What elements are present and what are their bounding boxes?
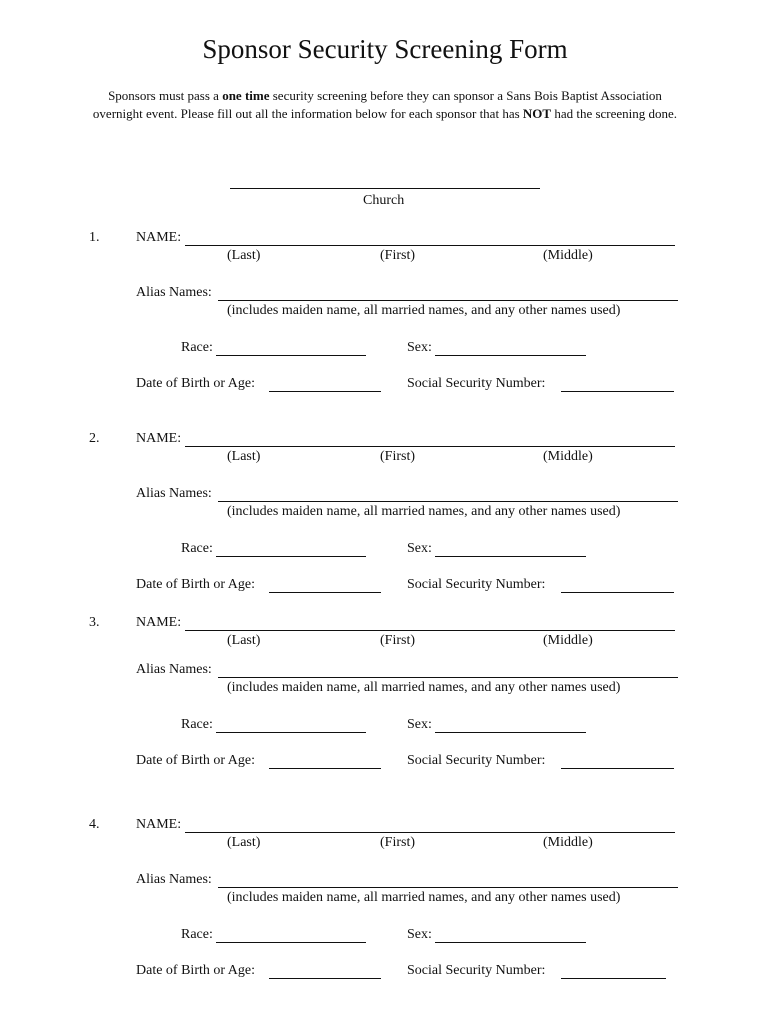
sponsor-number: 2.: [89, 431, 100, 446]
sex-field[interactable]: [435, 942, 586, 943]
race-label: Race:: [181, 717, 213, 732]
dob-label: Date of Birth or Age:: [136, 753, 255, 768]
last-name-caption: (Last): [227, 835, 261, 850]
alias-note: (includes maiden name, all married names, and any other names used): [227, 303, 621, 318]
name-label: NAME:: [136, 230, 182, 245]
church-label: Church: [363, 193, 405, 208]
name-field[interactable]: [185, 245, 675, 246]
sex-label: Sex:: [407, 717, 432, 732]
last-name-caption: (Last): [227, 449, 261, 464]
sex-label: Sex:: [407, 541, 432, 556]
middle-name-caption: (Middle): [543, 449, 593, 464]
sex-field[interactable]: [435, 732, 586, 733]
alias-label: Alias Names:: [136, 285, 212, 300]
form-instructions: Sponsors must pass a one time security screening before they can sponsor a Sans Bois Baptist Association overnight event. Please fill out all the information below for each sponsor that has NOT had the screening done.: [92, 88, 678, 121]
race-field[interactable]: [216, 355, 366, 356]
name-field[interactable]: [185, 446, 675, 447]
ssn-label: Social Security Number:: [407, 963, 546, 978]
dob-field[interactable]: [269, 978, 381, 979]
ssn-field[interactable]: [561, 768, 674, 769]
alias-field[interactable]: [218, 887, 678, 888]
middle-name-caption: (Middle): [543, 248, 593, 263]
sponsor-number: 1.: [89, 230, 100, 245]
church-field[interactable]: [230, 188, 540, 189]
alias-note: (includes maiden name, all married names, and any other names used): [227, 890, 621, 905]
dob-label: Date of Birth or Age:: [136, 963, 255, 978]
alias-label: Alias Names:: [136, 872, 212, 887]
alias-label: Alias Names:: [136, 486, 212, 501]
sex-label: Sex:: [407, 927, 432, 942]
sponsor-number: 3.: [89, 615, 100, 630]
last-name-caption: (Last): [227, 248, 261, 263]
alias-label: Alias Names:: [136, 662, 212, 677]
first-name-caption: (First): [380, 449, 415, 464]
race-label: Race:: [181, 927, 213, 942]
first-name-caption: (First): [380, 248, 415, 263]
sex-field[interactable]: [435, 556, 586, 557]
dob-label: Date of Birth or Age:: [136, 577, 255, 592]
ssn-label: Social Security Number:: [407, 753, 546, 768]
name-label: NAME:: [136, 817, 182, 832]
race-field[interactable]: [216, 556, 366, 557]
alias-field[interactable]: [218, 677, 678, 678]
alias-note: (includes maiden name, all married names, and any other names used): [227, 680, 621, 695]
race-field[interactable]: [216, 732, 366, 733]
name-field[interactable]: [185, 832, 675, 833]
form-title: Sponsor Security Screening Form: [202, 34, 568, 64]
dob-field[interactable]: [269, 391, 381, 392]
first-name-caption: (First): [380, 633, 415, 648]
first-name-caption: (First): [380, 835, 415, 850]
race-label: Race:: [181, 541, 213, 556]
dob-field[interactable]: [269, 768, 381, 769]
last-name-caption: (Last): [227, 633, 261, 648]
race-field[interactable]: [216, 942, 366, 943]
middle-name-caption: (Middle): [543, 633, 593, 648]
alias-note: (includes maiden name, all married names, and any other names used): [227, 504, 621, 519]
race-label: Race:: [181, 340, 213, 355]
not-emphasis: NOT: [522, 105, 552, 121]
ssn-field[interactable]: [561, 391, 674, 392]
dob-label: Date of Birth or Age:: [136, 376, 255, 391]
alias-field[interactable]: [218, 501, 678, 502]
ssn-label: Social Security Number:: [407, 376, 546, 391]
name-label: NAME:: [136, 431, 182, 446]
name-label: NAME:: [136, 615, 182, 630]
ssn-field[interactable]: [561, 978, 666, 979]
alias-field[interactable]: [218, 300, 678, 301]
one-time-emphasis: one time: [222, 88, 270, 103]
sponsor-number: 4.: [89, 817, 100, 832]
middle-name-caption: (Middle): [543, 835, 593, 850]
ssn-field[interactable]: [561, 592, 674, 593]
sex-field[interactable]: [435, 355, 586, 356]
ssn-label: Social Security Number:: [407, 577, 546, 592]
dob-field[interactable]: [269, 592, 381, 593]
name-field[interactable]: [185, 630, 675, 631]
sex-label: Sex:: [407, 340, 432, 355]
